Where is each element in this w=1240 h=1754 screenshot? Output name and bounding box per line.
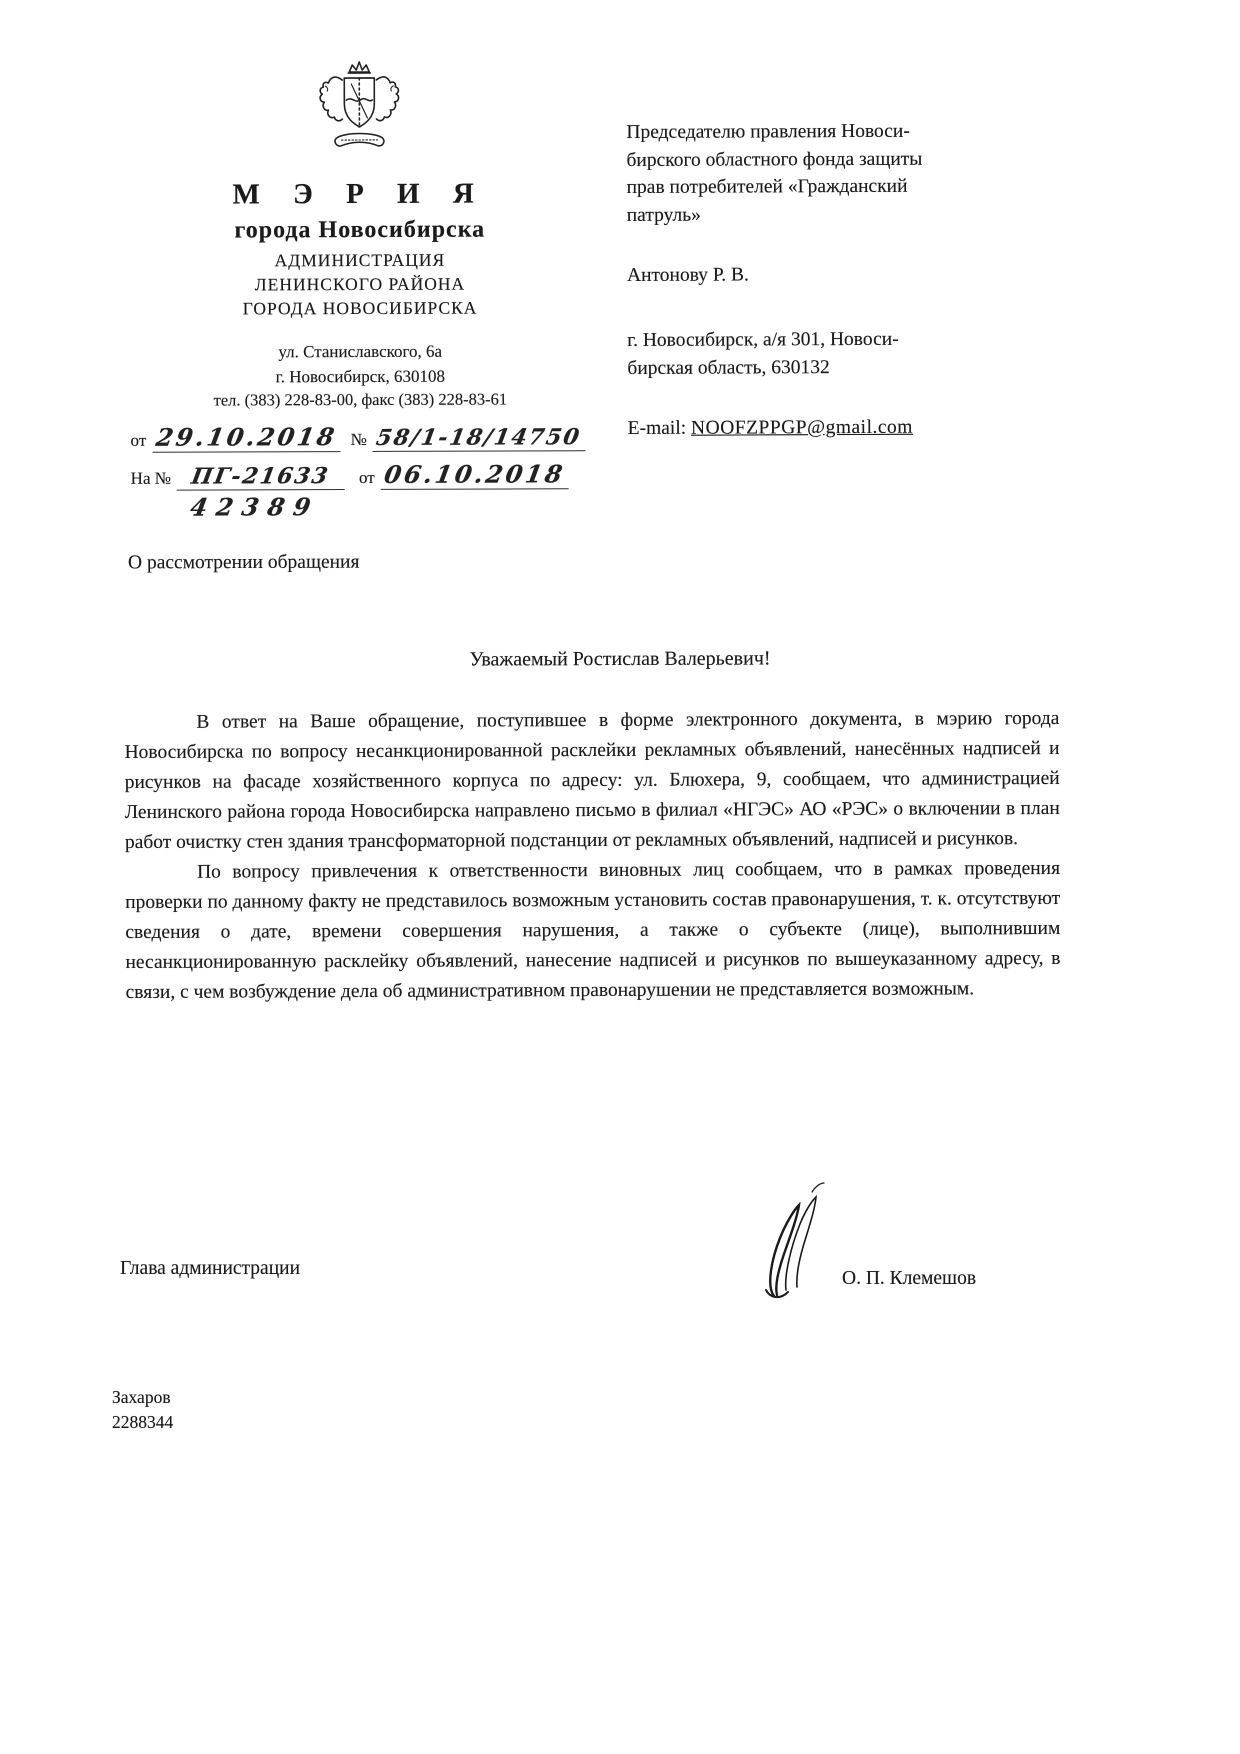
letter-body — [124, 704, 1060, 1008]
letterhead-city-zip: г. Новосибирск, 630108 — [275, 366, 446, 387]
ref-reply-label: На № — [130, 468, 171, 488]
dept-administration: АДМИНИСТРАЦИЯ — [274, 249, 446, 271]
body-paragraph-1: В ответ на Ваше обращение, поступившее в форме электронного документа, в мэрию города Новосибирска по вопросу несанкционированной расклейки рекламных объявлений, нанесённых надписей и рисунков на фасаде хозяйственного корпуса по адресу: ул. Блюхера, 9, сообщаем, что администрацией Ленинского района города Новосибирска направлено письмо в филиал «НГЭС» АО «РЭС» о включении в план работ очистку стен здания трансформаторной подстанции от рекламных объявлений, надписей и рисунков. — [124, 707, 1060, 854]
ref-reply-number-blank — [177, 463, 345, 491]
recipient-name: Антонову Р. В. — [626, 264, 749, 286]
recipient-address-line: бирская область, 630132 — [627, 356, 830, 379]
letterhead-street: ул. Станиславского, 6а — [278, 341, 443, 362]
ref-number-value: 58/1-18/14750 — [374, 424, 584, 451]
reference-row-incoming — [131, 459, 591, 491]
ref-reply-date-blank — [381, 459, 569, 490]
handwritten-signature-icon — [752, 1178, 852, 1313]
recipient-title-line: Председателю правления Новоси- — [626, 120, 910, 143]
recipient-block — [626, 117, 1077, 440]
body-paragraph-2: По вопросу привлечения к ответственности виновных лиц сообщаем, что в рамках проведения проверки по данному факту не представилось возможным установить состав правонарушения, т. к. отсутствуют сведения о дате, времени совершения нарушения, а также о субъекте (лице), выполнившим несанкционированную расклейку объявлений, нанесение надписей и рисунков по вышеуказанному адресу, в связи, с чем возбуждение дела об административном правонарушении не представляется возможным. — [125, 857, 1061, 1004]
recipient-title-line: бирского областного фонда защиты — [626, 148, 923, 171]
recipient-email-row — [628, 416, 1078, 440]
org-name-meria: М Э Р И Я — [232, 177, 487, 211]
signer-name: О. П. Клемешов — [842, 1268, 977, 1289]
reference-extra-number-row — [131, 491, 591, 522]
dept-district: ЛЕНИНСКОГО РАЙОНА — [254, 273, 466, 295]
coat-of-arms-icon — [129, 59, 589, 165]
executor-name: Захаров — [112, 1387, 171, 1407]
ref-number-label: № — [350, 429, 367, 450]
recipient-address — [627, 325, 1077, 382]
ref-reply-from-label: от — [358, 467, 375, 488]
salutation: Уважаемый Ростислав Валерьевич! — [469, 647, 771, 671]
ref-reply-number-value: ПГ-21633 — [189, 463, 333, 490]
dept-city: ГОРОДА НОВОСИБИРСКА — [242, 297, 478, 319]
ref-extra-number-value: 42389 — [188, 492, 322, 522]
recipient-address-line: г. Новосибирск, а/я 301, Новоси- — [627, 328, 899, 351]
email-label: E-mail: — [627, 417, 687, 439]
ref-date-blank — [152, 422, 340, 453]
letterhead-contacts: тел. (383) 228-83-00, факс (383) 228-83-61 — [213, 389, 508, 410]
recipient-title-line: прав потребителей «Гражданский — [626, 175, 908, 198]
letterhead — [129, 59, 591, 522]
executor-phone: 2288344 — [112, 1412, 174, 1432]
org-name-city: города Новосибирска — [234, 216, 486, 244]
subject-line: О рассмотрении обращения — [127, 551, 360, 574]
ref-number-blank — [373, 424, 585, 452]
ref-from-label: от — [130, 430, 147, 450]
executor-block — [112, 1385, 173, 1435]
signer-title: Глава администрации — [120, 1258, 301, 1279]
ref-reply-date-value: 06.10.2018 — [382, 459, 568, 489]
recipient-title — [626, 117, 1076, 229]
recipient-title-line: патруль» — [626, 204, 701, 226]
ref-date-value: 29.10.2018 — [153, 422, 340, 452]
email-value: NOOFZPPGP@gmail.com — [690, 416, 913, 439]
reference-row-outgoing — [130, 421, 590, 453]
